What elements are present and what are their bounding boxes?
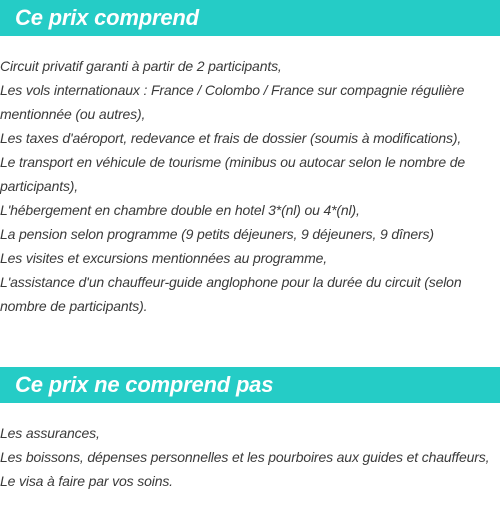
includes-header-banner — [0, 0, 500, 36]
excludes-list-item: Les boissons, dépenses personnelles et les pourboires aux guides et chauffeurs, — [0, 449, 490, 465]
includes-list-item: Les taxes d'aéroport, redevance et frais de dossier (soumis à modifications), — [0, 130, 462, 146]
includes-list-item: La pension selon programme (9 petits déjeuners, 9 déjeuners, 9 dîners) — [0, 226, 434, 242]
excludes-header-banner — [0, 367, 500, 403]
includes-list-item: L'assistance d'un chauffeur-guide anglophone pour la durée du circuit (selon nombre de participants). — [0, 274, 462, 314]
excludes-list-item: Les assurances, — [0, 425, 100, 441]
includes-list — [0, 54, 500, 318]
includes-title: Ce prix comprend — [15, 5, 199, 30]
includes-list-item: L'hébergement en chambre double en hotel 3*(nl) ou 4*(nl), — [0, 202, 360, 218]
includes-list-item: Les visites et excursions mentionnées au programme, — [0, 250, 327, 266]
includes-list-item: Le transport en véhicule de tourisme (minibus ou autocar selon le nombre de participants), — [0, 154, 466, 194]
excludes-list — [0, 421, 500, 493]
includes-list-item: Circuit privatif garanti à partir de 2 participants, — [0, 58, 282, 74]
includes-list-item: Les vols internationaux : France / Colombo / France sur compagnie régulière mentionnée (ou autres), — [0, 82, 465, 122]
excludes-list-item: Le visa à faire par vos soins. — [0, 473, 173, 489]
excludes-title: Ce prix ne comprend pas — [15, 372, 274, 397]
